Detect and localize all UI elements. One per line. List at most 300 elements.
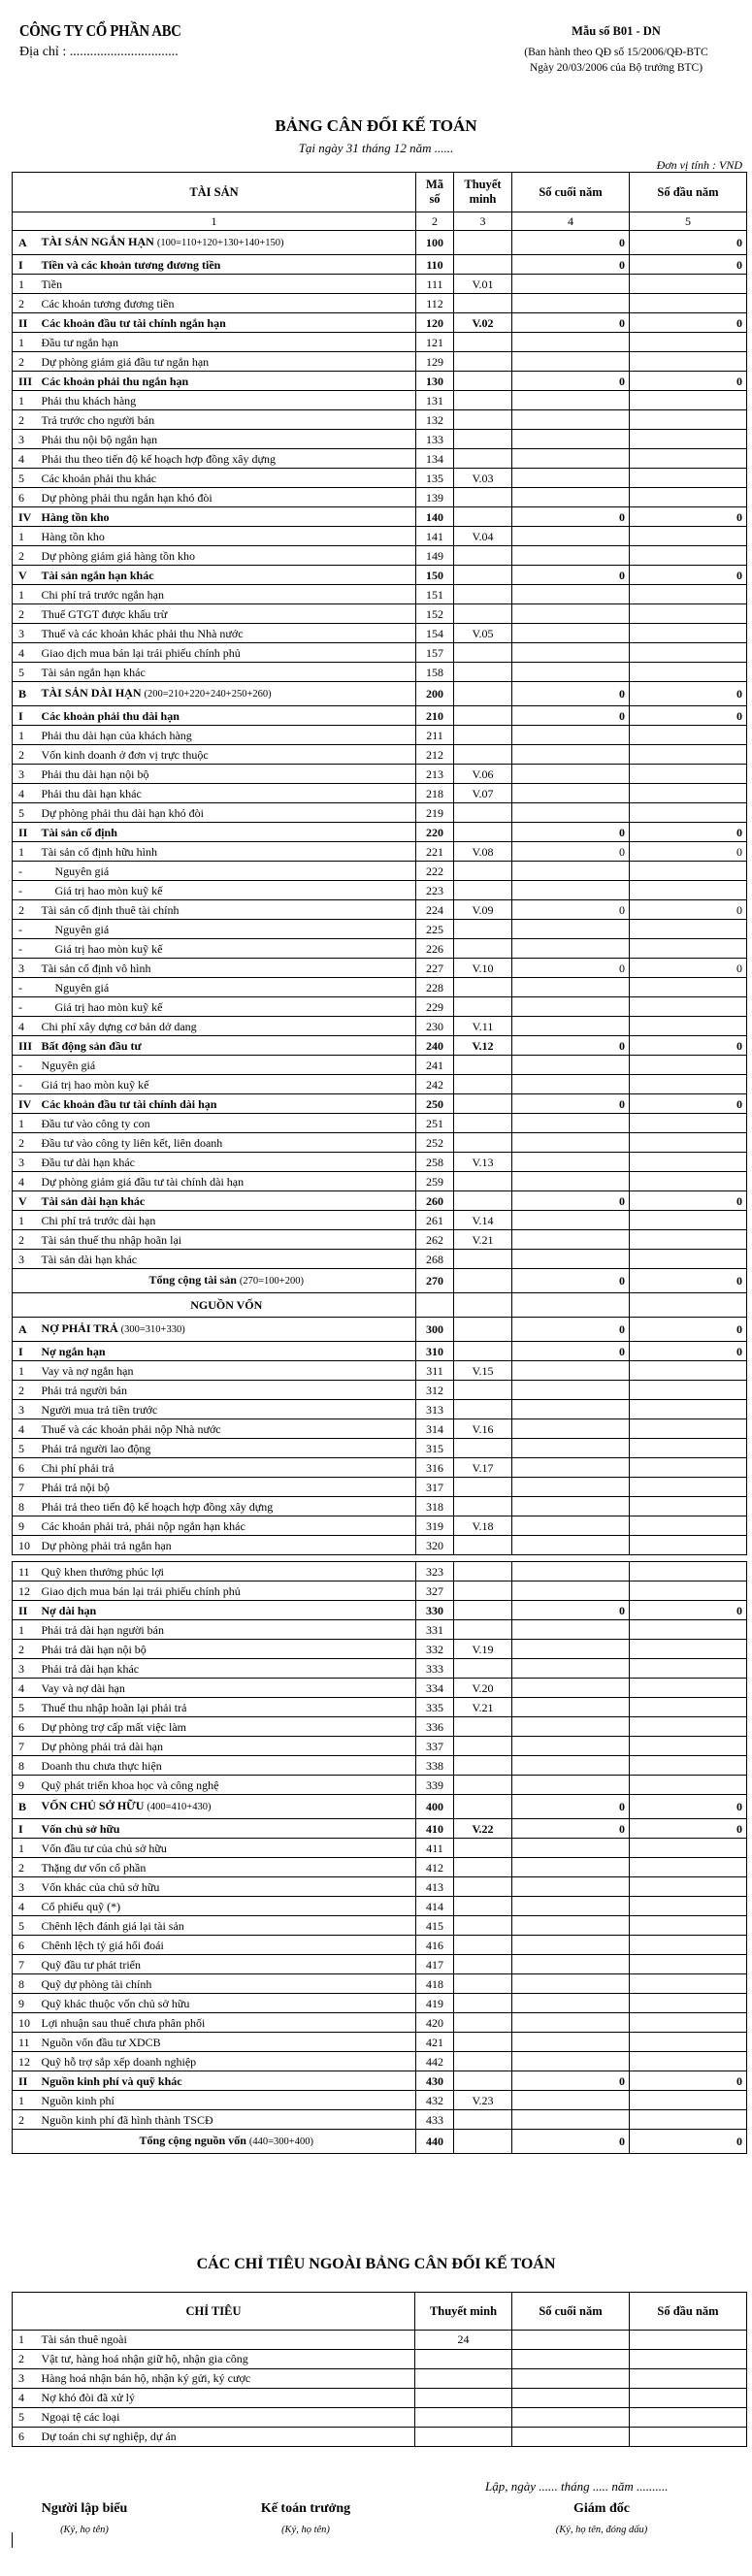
row-index: 2 [13, 900, 38, 920]
row-label-text: Nguồn kinh phí [41, 2093, 114, 2107]
row-label-text: Đầu tư dài hạn khác [41, 1155, 135, 1169]
row-label [38, 1516, 416, 1536]
row-label-text: Lợi nhuận sau thuế chưa phân phối [41, 2015, 206, 2030]
row-end-year-value [512, 333, 630, 352]
row-begin-year-value [630, 939, 747, 959]
row-end-year-value [512, 2408, 630, 2428]
row-begin-year-value: 0 [630, 1036, 747, 1056]
row-end-year-value [512, 527, 630, 546]
row-label-text: Phải trả người lao động [41, 1441, 151, 1455]
row-begin-year-value [630, 352, 747, 372]
row-label-text: Dự phòng phải thu ngắn hạn khó đòi [41, 490, 213, 505]
row-label-text: Dự phòng phải thu dài hạn khó đòi [41, 805, 204, 820]
row-label-text: Phải thu dài hạn nội bộ [41, 766, 149, 781]
row-end-year-value [512, 1075, 630, 1094]
table-row [13, 391, 747, 410]
row-formula: (100=110+120+130+140+150) [156, 238, 284, 248]
row-code: 414 [416, 1897, 454, 1916]
table-row [13, 2052, 747, 2071]
row-code: 111 [416, 275, 454, 294]
row-label [38, 1737, 416, 1756]
row-label [38, 2013, 416, 2033]
row-end-year-value [512, 2331, 630, 2350]
table-row [13, 1094, 747, 1114]
row-code: 141 [416, 527, 454, 546]
row-label [38, 1191, 416, 1211]
row-note: V.05 [454, 624, 512, 643]
row-index: - [13, 862, 38, 881]
row-note: V.19 [454, 1640, 512, 1659]
table-row [13, 488, 747, 507]
row-code: 333 [416, 1659, 454, 1679]
row-label [38, 1017, 416, 1036]
row-code: 421 [416, 2033, 454, 2052]
row-end-year-value [512, 1994, 630, 2013]
row-index: 4 [13, 1897, 38, 1916]
row-note: V.06 [454, 765, 512, 784]
row-label-text: Chi phí phải trả [41, 1460, 114, 1475]
row-end-year-value [512, 1516, 630, 1536]
row-end-year-value: 0 [512, 1094, 630, 1114]
row-label-text: Giá trị hao mòn kuỹ kế [54, 941, 163, 956]
row-label [38, 372, 416, 391]
row-begin-year-value [630, 1230, 747, 1250]
table-header [13, 173, 747, 212]
row-label-text: TÀI SẢN DÀI HẠN [41, 686, 142, 700]
row-begin-year-value [630, 920, 747, 939]
row-label [38, 1458, 416, 1478]
row-note [454, 391, 512, 410]
row-index: 1 [13, 1839, 38, 1858]
table-row [13, 1679, 747, 1698]
row-label [38, 1114, 416, 1133]
row-label [38, 1361, 416, 1381]
row-begin-year-value [630, 978, 747, 997]
row-note [454, 881, 512, 900]
row-begin-year-value: 0 [630, 372, 747, 391]
row-note [454, 1620, 512, 1640]
row-label [38, 1153, 416, 1172]
row-index: 6 [13, 1717, 38, 1737]
row-label-text: Tài sản cố định [41, 825, 117, 839]
row-end-year-value: 0 [512, 706, 630, 726]
row-label [38, 784, 416, 803]
row-code: 338 [416, 1756, 454, 1776]
table-row [13, 1717, 747, 1737]
row-end-year-value [512, 1640, 630, 1659]
table-row [13, 1419, 747, 1439]
row-label [38, 1318, 416, 1342]
row-note: V.01 [454, 275, 512, 294]
row-index: 2 [13, 745, 38, 765]
row-code: 211 [416, 726, 454, 745]
row-code: 242 [416, 1075, 454, 1094]
row-index: 8 [13, 1497, 38, 1516]
row-code: 134 [416, 449, 454, 469]
table-row [13, 706, 747, 726]
row-code: 224 [416, 900, 454, 920]
row-label-text: Tiền và các khoản tương đương tiền [41, 257, 221, 272]
row-note [454, 1075, 512, 1094]
row-code: 229 [416, 997, 454, 1017]
row-label [38, 2110, 416, 2130]
row-end-year-value [512, 1172, 630, 1191]
row-end-year-value [512, 1839, 630, 1858]
row-code: 314 [416, 1419, 454, 1439]
row-index: 6 [13, 488, 38, 507]
table-row [13, 1562, 747, 1581]
row-index: 1 [13, 391, 38, 410]
row-end-year-value [512, 585, 630, 604]
row-note [454, 2071, 512, 2091]
row-label [38, 1897, 416, 1916]
row-end-year-value [512, 920, 630, 939]
table-row [13, 2033, 747, 2052]
row-begin-year-value [630, 1536, 747, 1555]
row-note [454, 1737, 512, 1756]
table-row [13, 920, 747, 939]
row-begin-year-value [630, 1497, 747, 1516]
row-label [38, 352, 416, 372]
row-code: 132 [416, 410, 454, 430]
row-code: 335 [416, 1698, 454, 1717]
row-begin-year-value: 0 [630, 1819, 747, 1839]
row-label: Dự toán chi sự nghiệp, dự án [38, 2428, 415, 2447]
row-index: 6 [13, 2428, 38, 2447]
table-row [13, 410, 747, 430]
row-note [454, 1400, 512, 1419]
row-note: V.21 [454, 1698, 512, 1717]
row-end-year-value [512, 726, 630, 745]
row-note [415, 2428, 512, 2447]
table-row [13, 527, 747, 546]
row-code: 411 [416, 1839, 454, 1858]
row-note [454, 1601, 512, 1620]
row-begin-year-value [630, 1698, 747, 1717]
row-note [454, 823, 512, 842]
row-index: 5 [13, 1698, 38, 1717]
row-label-text: Các khoản phải thu ngắn hạn [41, 374, 189, 388]
row-note: V.23 [454, 2091, 512, 2110]
table-row [13, 881, 747, 900]
row-index: 3 [13, 430, 38, 449]
row-index: II [13, 1601, 38, 1620]
decree-line-2: Ngày 20/03/2006 của Bộ trưởng BTC) [529, 62, 703, 74]
row-code: 110 [416, 255, 454, 275]
row-code: 154 [416, 624, 454, 643]
table-row [13, 2091, 747, 2110]
row-label-text: Giao dịch mua bán lại trái phiếu chính phủ [41, 1583, 241, 1598]
row-begin-year-value [630, 1381, 747, 1400]
row-label [38, 2091, 416, 2110]
row-label-text: Tiền [41, 277, 63, 291]
row-label [38, 1230, 416, 1250]
row-note [454, 372, 512, 391]
row-label [38, 842, 416, 862]
table-row [13, 1897, 747, 1916]
row-note [454, 1094, 512, 1114]
row-end-year-value [512, 1737, 630, 1756]
table-row [13, 978, 747, 997]
row-code: 410 [416, 1819, 454, 1839]
table-row [13, 1536, 747, 1555]
row-begin-year-value [630, 1877, 747, 1897]
row-label-text: Vốn đầu tư của chủ sở hữu [41, 1841, 167, 1855]
row-label [38, 604, 416, 624]
row-begin-year-value: 0 [630, 682, 747, 706]
table-row [13, 862, 747, 881]
row-code: 300 [416, 1318, 454, 1342]
row-note [454, 1342, 512, 1361]
row-end-year-value [512, 1017, 630, 1036]
row-end-year-value [512, 2428, 630, 2447]
table-row [13, 1795, 747, 1819]
col-header-code: Mã số [416, 173, 454, 212]
row-index: 3 [13, 959, 38, 978]
off-table-row [13, 2350, 747, 2369]
row-index: 6 [13, 1458, 38, 1478]
row-note [454, 507, 512, 527]
row-begin-year-value [630, 449, 747, 469]
row-end-year-value: 0 [512, 255, 630, 275]
row-note [454, 1293, 512, 1318]
row-begin-year-value [630, 1955, 747, 1974]
row-label [38, 862, 416, 881]
row-note: 24 [415, 2331, 512, 2350]
row-begin-year-value [630, 1133, 747, 1153]
row-index: 5 [13, 1916, 38, 1936]
row-index: 7 [13, 1478, 38, 1497]
table-row [13, 745, 747, 765]
signature-preparer: Người lập biểu (Ký, họ tên) [41, 2501, 128, 2535]
row-code: 337 [416, 1737, 454, 1756]
row-label-text: Phải thu theo tiến độ kế hoạch hợp đồng xây dựng [41, 451, 276, 466]
row-begin-year-value [630, 1679, 747, 1698]
row-label [38, 1974, 416, 1994]
row-note [454, 1536, 512, 1555]
row-index: 9 [13, 1516, 38, 1536]
table-row [13, 1620, 747, 1640]
row-index: II [13, 823, 38, 842]
row-index: 10 [13, 2013, 38, 2033]
row-end-year-value [512, 803, 630, 823]
row-index: - [13, 1056, 38, 1075]
row-code: 400 [416, 1795, 454, 1819]
row-index: 3 [13, 2369, 38, 2389]
row-index: 2 [13, 410, 38, 430]
row-index: 12 [13, 1581, 38, 1601]
row-note [454, 745, 512, 765]
off-table-row [13, 2369, 747, 2389]
table-row [13, 939, 747, 959]
table-row [13, 803, 747, 823]
row-end-year-value: 0 [512, 1819, 630, 1839]
row-label [38, 1640, 416, 1659]
row-end-year-value [512, 2110, 630, 2130]
row-note [454, 231, 512, 255]
row-begin-year-value [630, 1153, 747, 1172]
row-index: - [13, 997, 38, 1017]
row-note: V.04 [454, 527, 512, 546]
table-row [13, 294, 747, 313]
row-formula: (300=310+330) [120, 1324, 185, 1335]
row-begin-year-value [630, 2331, 747, 2350]
row-end-year-value [512, 1936, 630, 1955]
row-begin-year-value [630, 333, 747, 352]
row-begin-year-value [630, 1361, 747, 1381]
row-code: 317 [416, 1478, 454, 1497]
row-note [454, 663, 512, 682]
row-code: 319 [416, 1516, 454, 1536]
row-end-year-value [512, 1897, 630, 1916]
row-index: I [13, 255, 38, 275]
row-label [38, 1620, 416, 1640]
row-label [38, 1659, 416, 1679]
row-begin-year-value: 0 [630, 566, 747, 585]
row-index: 4 [13, 784, 38, 803]
row-begin-year-value [630, 1897, 747, 1916]
row-begin-year-value [630, 1737, 747, 1756]
table-row [13, 1877, 747, 1897]
row-label-text: Nguyên giá [54, 980, 110, 995]
row-label [38, 1936, 416, 1955]
row-code: 220 [416, 823, 454, 842]
row-code: 130 [416, 372, 454, 391]
row-code: 226 [416, 939, 454, 959]
row-label [38, 624, 416, 643]
table-row [13, 1756, 747, 1776]
row-index: 1 [13, 2091, 38, 2110]
row-label-text: Chênh lệch đánh giá lại tài sản [41, 1918, 184, 1933]
row-label-text: Người mua trả tiền trước [41, 1402, 158, 1417]
row-code: 417 [416, 1955, 454, 1974]
table-row [13, 959, 747, 978]
col-header-note: Thuyết minh [415, 2293, 512, 2331]
row-code: 323 [416, 1562, 454, 1581]
row-end-year-value: 0 [512, 231, 630, 255]
row-begin-year-value: 0 [630, 231, 747, 255]
table-row [13, 1640, 747, 1659]
row-note [454, 2013, 512, 2033]
row-end-year-value [512, 1679, 630, 1698]
row-code: 158 [416, 663, 454, 682]
table-row [13, 1318, 747, 1342]
row-note [454, 1717, 512, 1737]
row-begin-year-value [630, 862, 747, 881]
row-end-year-value: 0 [512, 1318, 630, 1342]
row-begin-year-value [630, 1717, 747, 1737]
table-row [13, 566, 747, 585]
row-end-year-value [512, 765, 630, 784]
table-row [13, 585, 747, 604]
row-begin-year-value [630, 488, 747, 507]
row-index: 3 [13, 1153, 38, 1172]
row-label-text: Quỹ hỗ trợ sắp xếp doanh nghiệp [41, 2054, 197, 2069]
off-table-row [13, 2408, 747, 2428]
row-note [454, 255, 512, 275]
row-begin-year-value: 0 [630, 255, 747, 275]
row-label [38, 920, 416, 939]
row-begin-year-value [630, 1017, 747, 1036]
row-index: 5 [13, 663, 38, 682]
row-formula: (440=300+400) [248, 2136, 313, 2147]
row-index: IV [13, 1094, 38, 1114]
row-index: II [13, 2071, 38, 2091]
decree-line-1: (Ban hành theo QĐ số 15/2006/QĐ-BTC [524, 47, 708, 58]
row-index: 2 [13, 2350, 38, 2369]
row-code: 240 [416, 1036, 454, 1056]
row-begin-year-value [630, 624, 747, 643]
row-end-year-value [512, 2091, 630, 2110]
row-index: 4 [13, 1679, 38, 1698]
row-label-text: Nguồn kinh phí đã hình thành TSCĐ [41, 2112, 213, 2127]
table-row [13, 313, 747, 333]
row-begin-year-value [630, 604, 747, 624]
row-label [38, 803, 416, 823]
row-note [454, 488, 512, 507]
row-index: 1 [13, 333, 38, 352]
row-begin-year-value [630, 1994, 747, 2013]
row-begin-year-value [630, 2369, 747, 2389]
row-label [38, 488, 416, 507]
table-row [13, 1400, 747, 1419]
row-index: 9 [13, 1776, 38, 1795]
row-begin-year-value [630, 1458, 747, 1478]
row-label-text: Vay và nợ ngắn hạn [41, 1363, 134, 1378]
row-note [454, 294, 512, 313]
row-note [454, 1056, 512, 1075]
row-index: II [13, 313, 38, 333]
row-code: 150 [416, 566, 454, 585]
row-label [38, 939, 416, 959]
row-index: 2 [13, 1230, 38, 1250]
row-label-text: Quỹ khác thuộc vốn chủ sở hữu [41, 1996, 190, 2010]
row-end-year-value [512, 391, 630, 410]
row-code: 339 [416, 1776, 454, 1795]
report-date: Tại ngày 31 tháng 12 năm ...... [298, 141, 454, 155]
row-end-year-value [512, 1659, 630, 1679]
row-label [38, 1036, 416, 1056]
row-label-text: Vốn chủ sở hữu [41, 1821, 120, 1836]
row-label-text: Các khoản tương đương tiền [41, 296, 175, 310]
row-label-text: Phải trả người bán [41, 1383, 127, 1397]
row-begin-year-value: 0 [630, 706, 747, 726]
row-label-text: VỐN CHỦ SỞ HỮU [41, 1799, 145, 1812]
row-code: 135 [416, 469, 454, 488]
row-code: 268 [416, 1250, 454, 1269]
row-end-year-value [512, 2389, 630, 2408]
table-row [13, 1581, 747, 1601]
row-index: - [13, 920, 38, 939]
row-index: 12 [13, 2052, 38, 2071]
row-begin-year-value: 0 [630, 823, 747, 842]
row-label-text: Nợ dài hạn [41, 1603, 97, 1617]
row-label-text: Trả trước cho người bán [41, 412, 155, 427]
row-index: 5 [13, 803, 38, 823]
row-label [38, 663, 416, 682]
row-note [454, 1776, 512, 1795]
table-row [13, 1133, 747, 1153]
row-index: 8 [13, 1756, 38, 1776]
row-begin-year-value [630, 643, 747, 663]
row-note [454, 643, 512, 663]
row-formula: (270=100+200) [239, 1276, 304, 1287]
row-note [454, 604, 512, 624]
row-code: 210 [416, 706, 454, 726]
row-label-text: Dự phòng giảm giá hàng tồn kho [41, 548, 195, 563]
row-label [38, 1756, 416, 1776]
row-end-year-value [512, 1562, 630, 1581]
